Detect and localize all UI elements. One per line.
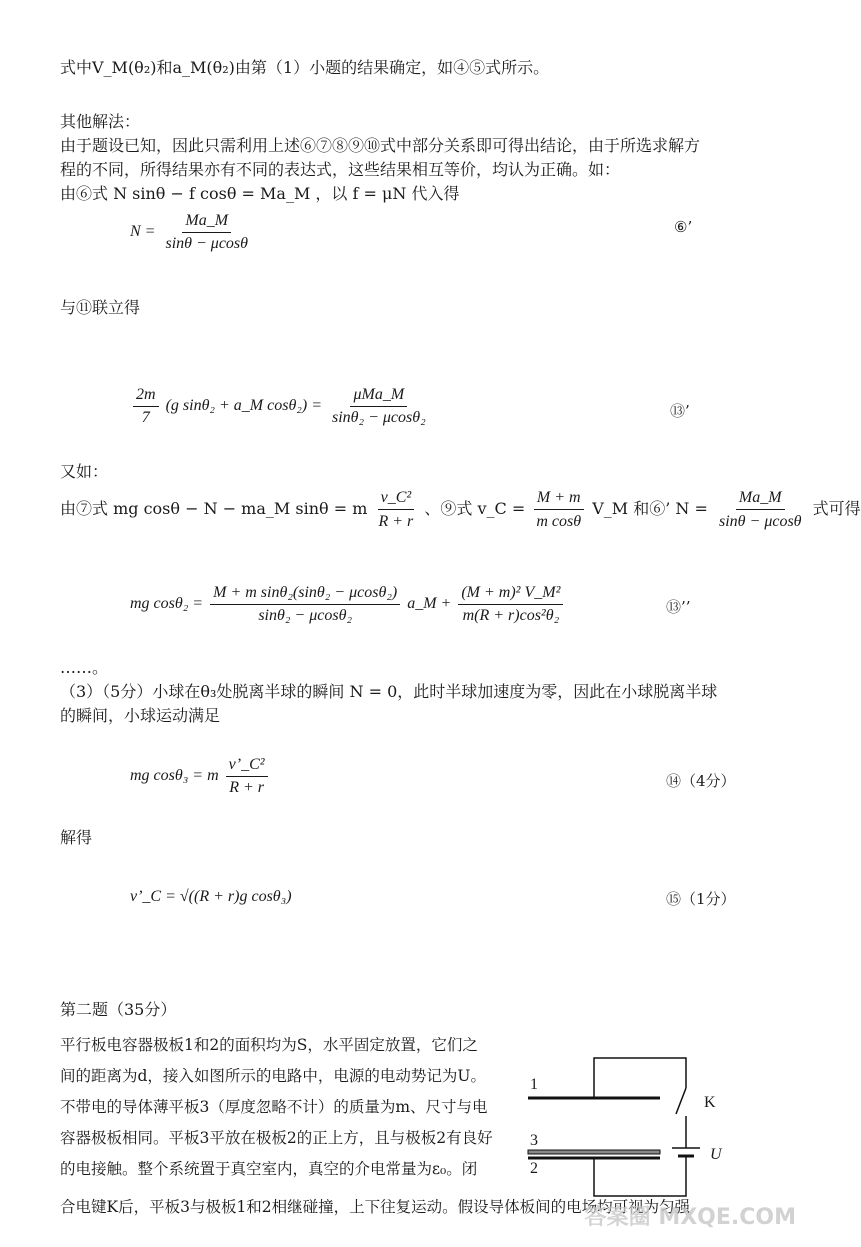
problem2-line-2: 间的距离为d，接入如图所示的电路中，电源的电动势记为U。: [60, 1067, 486, 1085]
text-line-part3-cont: 的瞬间，小球运动满足: [60, 706, 221, 725]
equation-tag-13prime: ⑬’: [670, 402, 690, 420]
wire-bottom: [594, 1156, 686, 1196]
watermark: 答案圈 MXQE.COM: [584, 1205, 796, 1230]
equation-6prime: N = $\frac{Ma\_M}{\sin\theta - \mu\cos\theta}$: [130, 212, 249, 252]
text-line-for-example: 又如：: [60, 462, 109, 481]
equation-15: v’_C = √((R + r)g cosθ₃): [130, 888, 292, 905]
label-plate-3: 3: [530, 1132, 538, 1149]
problem2-line-4: 容器极板相同。平板3平放在极板2的正上方，且与极板2有良好: [60, 1129, 493, 1147]
circuit-diagram: [520, 1050, 750, 1200]
text-line-ellipsis: ……。: [60, 658, 109, 677]
switch-k: [676, 1088, 686, 1114]
circuit-svg: [520, 1050, 750, 1200]
text-line-4: 程的不同，所得结果亦有不同的表达式，这些结果相互等价，均认为正确。如：: [60, 160, 621, 179]
text-line-part3: （3）（5分）小球在θ₃处脱离半球的瞬间 N = 0，此时半球加速度为零，因此在小球脱离半球: [60, 682, 718, 701]
text-line-other-methods: 其他解法：: [60, 112, 141, 131]
text-line-1: 式中V_M(θ₂)和a_M(θ₂)由第（1）小题的结果确定，如④⑤式所示。: [60, 58, 550, 77]
text-line-3: 由于题设已知，因此只需利用上述⑥⑦⑧⑨⑩式中部分关系即可得出结论，由于所选求解方: [60, 136, 701, 155]
label-plate-1: 1: [530, 1076, 538, 1093]
text-line-5: 由⑥式 N sinθ − f cosθ = Ma_M ，以 f = μN 代入得: [60, 184, 460, 203]
wire-top: [594, 1058, 686, 1098]
plate-3: [528, 1150, 660, 1154]
equation-14: mg cosθ₃ = m $\frac{\text{v’\_C²}}{R + r}$: [130, 756, 271, 797]
text-line-combine: 与⑪联立得: [60, 298, 141, 317]
equation-13prime: $\frac{2m}{7}$ (g sinθ₂ + a_M cosθ₂) = $\frac{\text{μMa\_M}}{\text{sinθ₂ − μcosθ₂}}$: [130, 386, 432, 427]
equation-line-7-9: 由⑦式 mg cosθ − N − ma_M sinθ = m $\frac{\text{v\_C²}}{R + r}$ 、⑨式 v_C = $\frac{M + m}{\text{m cosθ}}$ V_M 和⑥’ N = $\frac{Ma\_M}{\sin\theta - \mu\cos\theta}$ 式可得: [60, 489, 861, 531]
equation-tag-13doubleprime: ⑬’’: [666, 598, 691, 616]
label-source-u: U: [710, 1146, 722, 1163]
problem2-line-5: 的电接触。整个系统置于真空室内，真空的介电常量为ε₀。闭: [60, 1160, 478, 1178]
label-switch-k: K: [704, 1094, 716, 1111]
problem2-text: [60, 1030, 510, 1185]
problem2-line-3: 不带电的导体薄平板3（厚度忽略不计）的质量为m、尺寸与电: [60, 1098, 488, 1116]
label-plate-2: 2: [530, 1160, 538, 1177]
equation-tag-14: ⑭（4分）: [666, 772, 736, 790]
text-line-solve: 解得: [60, 828, 93, 847]
equation-tag-15: ⑮（1分）: [666, 890, 736, 908]
equation-tag-6prime: ⑥’: [674, 218, 693, 236]
equation-13doubleprime: mg cosθ₂ = $\frac{\text{M + m sinθ₂(sinθ₂ − μcosθ₂)}}{\text{sinθ₂ − μcosθ₂}}$ a_M + $\frac{\text{(M + m)² V\_M²}}{\text{m(R + r)cos²θ₂}}$: [130, 584, 566, 625]
problem2-line-1: 平行板电容器极板1和2的面积均为S，水平固定放置，它们之: [60, 1036, 478, 1054]
problem2-last-line: 合电键K后，平板3与极板1和2相继碰撞，上下往复运动。假设导体板间的电场均可视为匀强: [60, 1198, 691, 1216]
section-heading-problem2: 第二题（35分）: [60, 1000, 177, 1019]
